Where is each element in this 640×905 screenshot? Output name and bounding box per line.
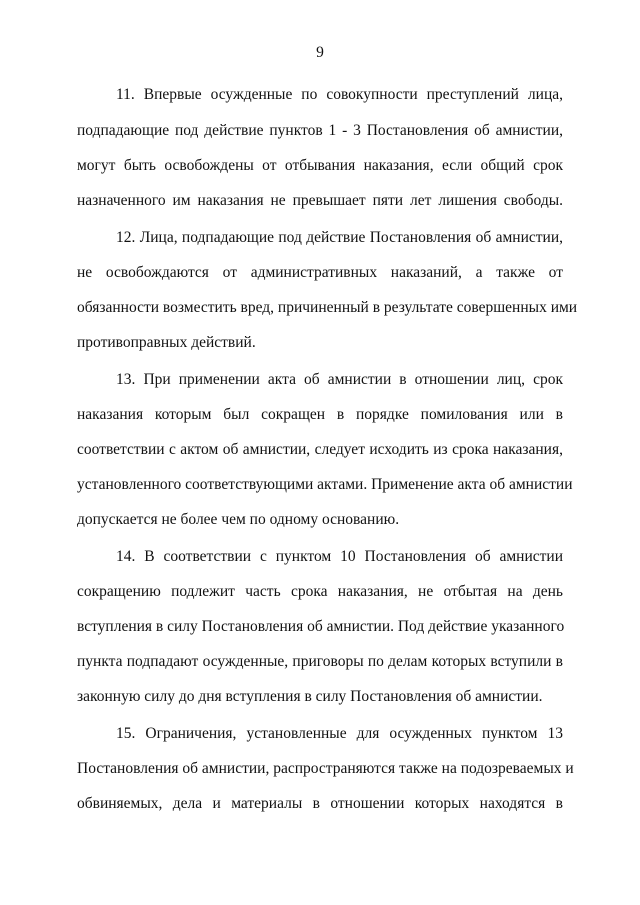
paragraph-12-line-3: обязанности возместить вред, причиненный в результате совершенных ими — [77, 299, 578, 316]
paragraph-14-line-5: законную силу до дня вступления в силу Постановления об амнистии. — [77, 688, 543, 705]
paragraph-15-line-3: обвиняемых, дела и материалы в отношении которых находятся в — [77, 795, 563, 812]
paragraph-13-line-1: 13. При применении акта об амнистии в отношении лиц, срок — [116, 371, 563, 388]
paragraph-11-line-1: 11. Впервые осужденные по совокупности преступлений лица, — [116, 86, 563, 103]
paragraph-14-line-3: вступления в силу Постановления об амнистии. Под действие указанного — [77, 618, 565, 635]
paragraph-14-line-1: 14. В соответствии с пунктом 10 Постановления об амнистии — [116, 548, 563, 565]
paragraph-15-line-2: Постановления об амнистии, распространяются также на подозреваемых и — [77, 760, 574, 777]
paragraph-13-line-2: наказания которым был сокращен в порядке помилования или в — [77, 406, 563, 423]
paragraph-12-line-4: противоправных действий. — [77, 334, 256, 351]
paragraph-13-line-4: установленного соответствующими актами. Применение акта об амнистии — [77, 476, 573, 493]
paragraph-13-line-3: соответствии с актом об амнистии, следует исходить из срока наказания, — [77, 441, 563, 458]
paragraph-13-line-5: допускается не более чем по одному основанию. — [77, 511, 400, 528]
paragraph-14-line-2: сокращению подлежит часть срока наказания, не отбытая на день — [77, 583, 563, 600]
paragraph-15-line-1: 15. Ограничения, установленные для осужденных пунктом 13 — [116, 725, 563, 742]
paragraph-12-line-2: не освобождаются от административных наказаний, а также от — [77, 264, 563, 281]
paragraph-12-line-1: 12. Лица, подпадающие под действие Постановления об амнистии, — [116, 229, 563, 246]
paragraph-11-line-3: могут быть освобождены от отбывания наказания, если общий срок — [77, 157, 563, 174]
paragraph-11-line-2: подпадающие под действие пунктов 1 - 3 Постановления об амнистии, — [77, 122, 563, 139]
page-number: 9 — [316, 44, 324, 61]
paragraph-11-line-4: назначенного им наказания не превышает пяти лет лишения свободы. — [77, 192, 563, 209]
paragraph-14-line-4: пункта подпадают осужденные, приговоры по делам которых вступили в — [77, 653, 563, 670]
